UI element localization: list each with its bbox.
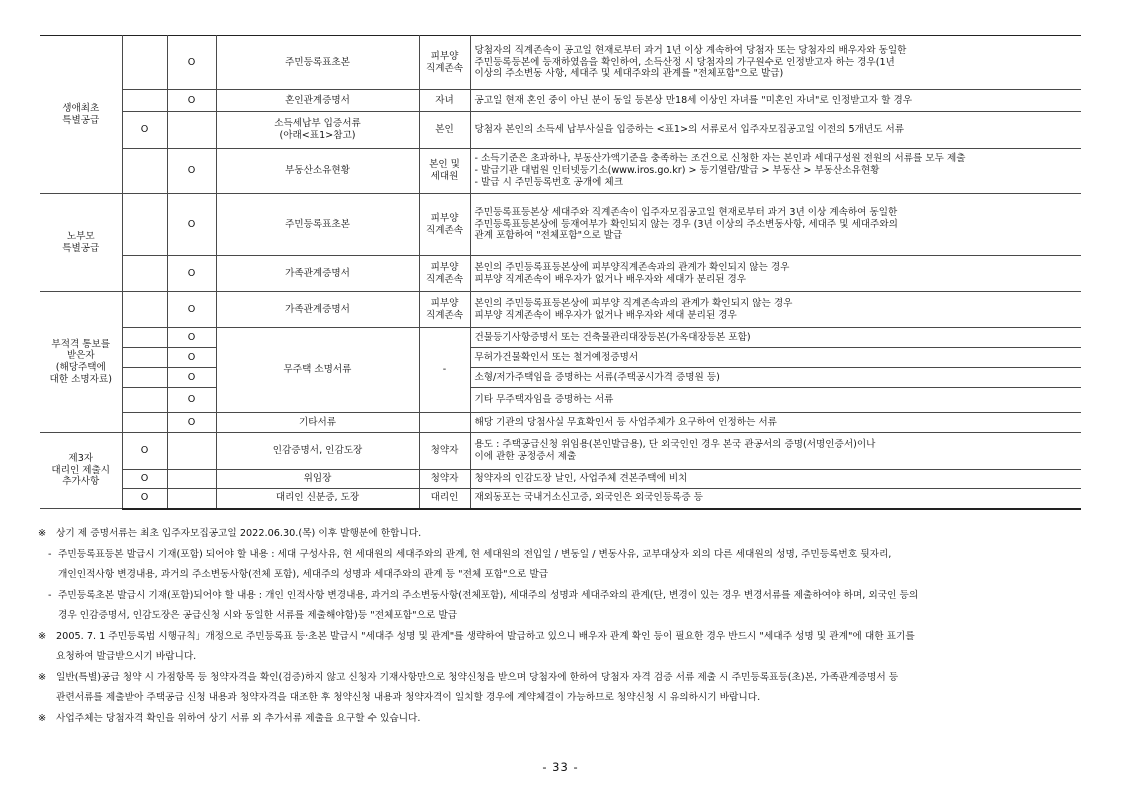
footnote: [38, 606, 1088, 627]
footnote: [38, 709, 1088, 730]
col2-mark: O: [122, 433, 167, 470]
document-name: 주민등록표초본: [216, 36, 419, 90]
target-cell: 피부양 직계존속: [419, 292, 470, 328]
note-cell: 기타 무주택자임을 증명하는 서류: [470, 388, 1081, 413]
footnote: [38, 545, 1088, 566]
target-cell: 본인 및 세대원: [419, 149, 470, 194]
note-cell: 건물등기사항증명서 또는 건축물관리대장등본(가옥대장등본 포함): [470, 328, 1081, 348]
col2-mark: O: [122, 470, 167, 489]
col3-mark: O: [167, 388, 216, 413]
note-cell: 본인의 주민등록표등본상에 피부양직계존속과의 관계가 확인되지 않는 경우 피부양 직계존속이 배우자가 없거나 배우자와 세대가 분리된 경우: [470, 256, 1081, 292]
note-text: 일반(특별)공급 청약 시 가점항목 등 청약자격을 확인(검증)하지 않고 신청자 기재사항만으로 청약신청을 받으며 당첨자에 한하여 당첨자 자격 검증 서류 제출 시 주민등록표등(초)본, 가족관계증명서 등: [56, 671, 899, 683]
target-cell: 피부양 직계존속: [419, 194, 470, 256]
table-row: [40, 112, 1081, 149]
target-cell: 피부양 직계존속: [419, 256, 470, 292]
col3-mark: O: [167, 36, 216, 90]
col3-mark: [167, 470, 216, 489]
note-marker: ※: [38, 528, 47, 539]
col2-mark: [122, 388, 167, 413]
table-row: [40, 36, 1081, 90]
note-cell: - 소득기준은 초과하나, 부동산가액기준을 충족하는 조건으로 신청한 자는 본인과 세대구성원 전원의 서류를 모두 제출 - 발급기관 대법원 인터넷등기소(www.iros.go.kr) > 등기열람/발급 > 부동산 > 부동산소유현황 - 발급 시 주민등록번호 공개에 체크: [470, 149, 1081, 194]
note-text: 개인인적사항 변경내용, 과거의 주소변동사항(전체 포함), 세대주의 성명과 세대주와의 관계 등 "전체 포함"으로 발급: [58, 569, 549, 580]
note-text: 상기 제 증명서류는 최초 입주자모집공고일 2022.06.30.(목) 이후 발행분에 한합니다.: [56, 528, 422, 539]
note-text: 경우 인감증명서, 인감도장은 공급신청 시와 동일한 서류를 제출해야함)등 "전체포함"으로 발급: [58, 610, 458, 621]
table-row: [40, 348, 1081, 368]
document-name: 대리인 신분증, 도장: [216, 489, 419, 509]
note-text: 사업주체는 당첨자격 확인을 위하여 상기 서류 외 추가서류 제출을 요구할 수 있습니다.: [56, 712, 421, 724]
note-cell: 용도 : 주택공급신청 위임용(본인발급용), 단 외국인인 경우 본국 관공서의 증명(서명인증서)이나 이에 관한 공정증서 제출: [470, 433, 1081, 470]
note-marker: -: [48, 589, 52, 601]
note-cell: 청약자의 인감도장 날인, 사업주체 견본주택에 비치: [470, 470, 1081, 489]
footnote: [38, 647, 1088, 668]
footnote: [38, 586, 1088, 607]
note-text: 주민등록초본 발급시 기재(포함)되어야 할 내용 : 개인 인적사항 변경내용, 과거의 주소변동사항(전체포함), 세대주의 성명과 세대주와의 관계(단, 변경이 있는 경우 변경서류를 제출하여야 하며, 외국인 등의: [58, 589, 919, 601]
target-cell: 자녀: [419, 90, 470, 112]
col3-mark: [167, 489, 216, 509]
target-cell: -: [419, 328, 470, 413]
note-cell: 당첨자 본인의 소득세 납부사실을 입증하는 <표1>의 서류로서 입주자모집공고일 이전의 5개년도 서류: [470, 112, 1081, 149]
col2-mark: [122, 194, 167, 256]
col2-mark: [122, 368, 167, 388]
note-cell: 무허가건물확인서 또는 철거예정증명서: [470, 348, 1081, 368]
col2-mark: [122, 256, 167, 292]
footnote: [38, 565, 1088, 586]
table-row: [40, 90, 1081, 112]
col3-mark: O: [167, 90, 216, 112]
document-name: 부동산소유현황: [216, 149, 419, 194]
col2-mark: O: [122, 489, 167, 509]
col2-mark: [122, 413, 167, 433]
category-cell: 노부모 특별공급: [40, 194, 122, 292]
document-name: 주민등록표초본: [216, 194, 419, 256]
note-cell: 소형/저가주택임을 증명하는 서류(주택공시가격 증명원 등): [470, 368, 1081, 388]
table-row: [40, 292, 1081, 328]
col3-mark: O: [167, 194, 216, 256]
table-row: [40, 413, 1081, 433]
col3-mark: O: [167, 292, 216, 328]
note-text: 주민등록표등본 발급시 기재(포함) 되어야 할 내용 : 세대 구성사유, 현 세대원의 세대주와의 관계, 현 세대원의 전입일 / 변동일 / 변동사유, 교부대상자 외의 다른 세대원의 성명, 주민등록번호 뒷자리,: [58, 548, 892, 560]
table-row: [40, 433, 1081, 470]
page-number: - 33 -: [542, 760, 579, 774]
table-row: [40, 328, 1081, 348]
table-row: [40, 388, 1081, 413]
col3-mark: [167, 112, 216, 149]
documents-table: [40, 35, 1081, 510]
document-name: 기타서류: [216, 413, 419, 433]
col2-mark: [122, 348, 167, 368]
col3-mark: [167, 433, 216, 470]
table-row: [40, 470, 1081, 489]
document-name: 무주택 소명서류: [216, 328, 419, 413]
target-cell: 대리인: [419, 489, 470, 509]
table-row: [40, 368, 1081, 388]
category-cell: 생애최초 특별공급: [40, 36, 122, 194]
note-marker: -: [48, 548, 52, 560]
target-cell: [419, 413, 470, 433]
col2-mark: [122, 328, 167, 348]
note-cell: 주민등록표등본상 세대주와 직계존속이 입주자모집공고일 현재로부터 과거 3년 이상 계속하여 동일한 주민등록표등본상에 등재여부가 확인되지 않는 경우 (3년 이상의 주소변동사항, 세대주 및 세대주와의 관계 포함하여 "전체포함"으로 발급: [470, 194, 1081, 256]
note-cell: 공고일 현재 혼인 중이 아닌 분이 동일 등본상 만18세 이상인 자녀를 "미혼인 자녀"로 인정받고자 할 경우: [470, 90, 1081, 112]
footnote: [38, 524, 1088, 545]
col2-mark: [122, 90, 167, 112]
footnote: [38, 688, 1088, 709]
col3-mark: O: [167, 149, 216, 194]
target-cell: 본인: [419, 112, 470, 149]
note-cell: 본인의 주민등록표등본상에 피부양 직계존속과의 관계가 확인되지 않는 경우 피부양 직계존속이 배우자가 없거나 배우자와 세대 분리된 경우: [470, 292, 1081, 328]
col3-mark: O: [167, 348, 216, 368]
col2-mark: [122, 149, 167, 194]
col2-mark: O: [122, 112, 167, 149]
note-text: 관련서류를 제출받아 주택공급 신청 내용과 청약자격을 대조한 후 청약신청 내용과 청약자격이 일치할 경우에 계약체결이 가능하므로 청약신청 시 유의하시기 바랍니다.: [56, 692, 761, 703]
col3-mark: O: [167, 413, 216, 433]
table-row: [40, 489, 1081, 509]
note-marker: ※: [38, 712, 47, 724]
target-cell: 피부양 직계존속: [419, 36, 470, 90]
document-name: 가족관계증명서: [216, 256, 419, 292]
category-cell: 제3자 대리인 제출시 추가사항: [40, 433, 122, 509]
note-marker: ※: [38, 671, 47, 683]
footnote: [38, 668, 1088, 689]
note-text: 2005. 7. 1 주민등록법 시행규칙」개정으로 주민등록표 등·초본 발급시 "세대주 성명 및 관계"를 생략하여 발급하고 있으니 배우자 관계 확인 등이 필요한 경우 반드시 "세대주 성명 및 관계"에 대한 표기를: [56, 630, 915, 642]
col3-mark: O: [167, 368, 216, 388]
note-marker: ※: [38, 630, 47, 642]
table-row: [40, 256, 1081, 292]
document-name: 위임장: [216, 470, 419, 489]
table-row: [40, 194, 1081, 256]
note-cell: 재외동포는 국내거소신고증, 외국인은 외국인등록증 등: [470, 489, 1081, 509]
category-cell: 부적격 통보를 받은자 (해당주택에 대한 소명자료): [40, 292, 122, 433]
target-cell: 청약자: [419, 470, 470, 489]
note-text: 요청하여 발급받으시기 바랍니다.: [56, 651, 197, 662]
col3-mark: O: [167, 328, 216, 348]
target-cell: 청약자: [419, 433, 470, 470]
col3-mark: O: [167, 256, 216, 292]
document-name: 소득세납부 입증서류 (아래<표1>참고): [216, 112, 419, 149]
footnote: [38, 627, 1088, 648]
note-cell: 당첨자의 직계존속이 공고일 현재로부터 과거 1년 이상 계속하여 당첨자 또는 당첨자의 배우자와 동일한 주민등록등본에 등재하였음을 확인하여, 소득산정 시 당첨자의 가구원수로 인정받고자 하는 경우(1년 이상의 주소변동 사항, 세대주 및 세대주와의 관계를 "전체포함"으로 발급): [470, 36, 1081, 90]
document-name: 인감증명서, 인감도장: [216, 433, 419, 470]
col2-mark: [122, 36, 167, 90]
document-name: 혼인관계증명서: [216, 90, 419, 112]
note-cell: 해당 기관의 당첨사실 무효확인서 등 사업주체가 요구하여 인정하는 서류: [470, 413, 1081, 433]
document-name: 가족관계증명서: [216, 292, 419, 328]
table-row: [40, 149, 1081, 194]
footnotes: [38, 524, 1088, 729]
col2-mark: [122, 292, 167, 328]
